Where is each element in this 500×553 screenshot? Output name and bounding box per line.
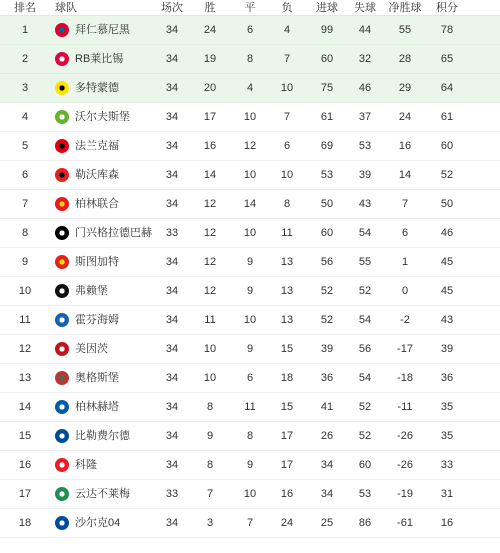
points-cell: 78 bbox=[440, 24, 454, 36]
win-cell: 7 bbox=[206, 488, 214, 500]
goals-against-cell: 46 bbox=[358, 82, 372, 94]
goals-for-cell: 75 bbox=[320, 82, 334, 94]
table-header bbox=[0, 0, 500, 16]
table-row[interactable] bbox=[0, 45, 500, 74]
draw-cell: 14 bbox=[243, 198, 257, 210]
goals-for-cell: 34 bbox=[320, 488, 334, 500]
draw-cell: 9 bbox=[246, 459, 254, 471]
goal-diff-cell: 0 bbox=[401, 285, 409, 297]
played-cell: 34 bbox=[165, 343, 179, 355]
goals-against-cell: 53 bbox=[358, 488, 372, 500]
rank-cell: 7 bbox=[21, 198, 29, 210]
table-row[interactable] bbox=[0, 161, 500, 190]
goals-for-cell: 41 bbox=[320, 401, 334, 413]
team-name-link[interactable]: 柏林联合 bbox=[75, 198, 119, 210]
rank-cell: 3 bbox=[21, 82, 29, 94]
loss-cell: 13 bbox=[280, 285, 294, 297]
goal-diff-cell: -19 bbox=[397, 488, 413, 500]
table-row[interactable] bbox=[0, 219, 500, 248]
team-name-link[interactable]: 法兰克福 bbox=[75, 140, 119, 152]
draw-cell: 4 bbox=[246, 82, 254, 94]
points-cell: 50 bbox=[440, 198, 454, 210]
points-cell: 61 bbox=[440, 111, 454, 123]
team-name-link[interactable]: 美因茨 bbox=[75, 343, 108, 355]
goal-diff-cell: 28 bbox=[398, 53, 412, 65]
loss-cell: 18 bbox=[280, 372, 294, 384]
goals-for-cell: 34 bbox=[320, 459, 334, 471]
win-cell: 19 bbox=[203, 53, 217, 65]
draw-cell: 10 bbox=[243, 488, 257, 500]
played-cell: 33 bbox=[165, 227, 179, 239]
win-cell: 12 bbox=[203, 285, 217, 297]
draw-cell: 8 bbox=[246, 430, 254, 442]
goals-for-cell: 52 bbox=[320, 314, 334, 326]
stuttgart-badge-icon bbox=[55, 255, 69, 269]
draw-cell: 9 bbox=[246, 285, 254, 297]
goals-against-cell: 60 bbox=[358, 459, 372, 471]
points-cell: 45 bbox=[440, 256, 454, 268]
played-cell: 34 bbox=[165, 169, 179, 181]
draw-cell: 12 bbox=[243, 140, 257, 152]
win-cell: 11 bbox=[204, 314, 216, 326]
win-cell: 10 bbox=[203, 343, 217, 355]
team-name-link[interactable]: 拜仁慕尼黑 bbox=[75, 24, 130, 36]
team-name-link[interactable]: 斯图加特 bbox=[75, 256, 119, 268]
loss-cell: 11 bbox=[281, 227, 293, 239]
played-cell: 34 bbox=[165, 285, 179, 297]
goals-against-cell: 52 bbox=[358, 285, 372, 297]
team-name-link[interactable]: 弗赖堡 bbox=[75, 285, 108, 297]
team-name-link[interactable]: 奥格斯堡 bbox=[75, 372, 119, 384]
loss-cell: 4 bbox=[283, 24, 291, 36]
goals-for-cell: 60 bbox=[320, 53, 334, 65]
rank-cell: 18 bbox=[18, 517, 32, 529]
goal-diff-cell: 14 bbox=[398, 169, 412, 181]
header-goal-diff: 净胜球 bbox=[388, 2, 422, 14]
loss-cell: 7 bbox=[283, 53, 291, 65]
goal-diff-cell: 29 bbox=[398, 82, 412, 94]
played-cell: 33 bbox=[165, 488, 179, 500]
table-row[interactable] bbox=[0, 422, 500, 451]
goals-against-cell: 44 bbox=[358, 24, 372, 36]
played-cell: 34 bbox=[165, 198, 179, 210]
table-row[interactable] bbox=[0, 132, 500, 161]
gladbach-badge-icon bbox=[55, 226, 69, 240]
goal-diff-cell: -2 bbox=[400, 314, 410, 326]
win-cell: 20 bbox=[203, 82, 217, 94]
points-cell: 35 bbox=[440, 430, 454, 442]
table-row[interactable] bbox=[0, 306, 500, 335]
rank-cell: 16 bbox=[18, 459, 32, 471]
points-cell: 45 bbox=[440, 285, 454, 297]
leipzig-badge-icon bbox=[55, 52, 69, 66]
rank-cell: 4 bbox=[21, 111, 29, 123]
table-row[interactable] bbox=[0, 190, 500, 219]
win-cell: 8 bbox=[206, 401, 214, 413]
loss-cell: 7 bbox=[283, 111, 291, 123]
win-cell: 14 bbox=[203, 169, 217, 181]
bayern-badge-icon bbox=[55, 23, 69, 37]
team-name-link[interactable]: 科隆 bbox=[75, 459, 97, 471]
rank-cell: 1 bbox=[21, 24, 29, 36]
loss-cell: 6 bbox=[283, 140, 291, 152]
table-row[interactable] bbox=[0, 480, 500, 509]
koln-badge-icon bbox=[55, 458, 69, 472]
points-cell: 64 bbox=[440, 82, 454, 94]
goal-diff-cell: 6 bbox=[401, 227, 409, 239]
mainz-badge-icon bbox=[55, 342, 69, 356]
played-cell: 34 bbox=[165, 82, 179, 94]
draw-cell: 9 bbox=[246, 256, 254, 268]
table-row[interactable] bbox=[0, 509, 500, 538]
goal-diff-cell: 55 bbox=[398, 24, 412, 36]
augsburg-badge-icon bbox=[55, 371, 69, 385]
loss-cell: 10 bbox=[280, 82, 294, 94]
goals-against-cell: 32 bbox=[358, 53, 372, 65]
table-row[interactable] bbox=[0, 103, 500, 132]
points-cell: 43 bbox=[440, 314, 454, 326]
points-cell: 52 bbox=[440, 169, 454, 181]
goals-against-cell: 54 bbox=[358, 372, 372, 384]
win-cell: 9 bbox=[206, 430, 214, 442]
draw-cell: 7 bbox=[246, 517, 254, 529]
points-cell: 60 bbox=[440, 140, 454, 152]
points-cell: 35 bbox=[440, 401, 454, 413]
loss-cell: 17 bbox=[280, 459, 294, 471]
win-cell: 8 bbox=[206, 459, 214, 471]
header-goals-against: 失球 bbox=[354, 2, 376, 14]
played-cell: 34 bbox=[165, 53, 179, 65]
goal-diff-cell: -26 bbox=[397, 430, 413, 442]
win-cell: 16 bbox=[203, 140, 217, 152]
bielefeld-badge-icon bbox=[55, 429, 69, 443]
union-berlin-badge-icon bbox=[55, 197, 69, 211]
loss-cell: 17 bbox=[280, 430, 294, 442]
goals-against-cell: 52 bbox=[358, 401, 372, 413]
played-cell: 34 bbox=[165, 401, 179, 413]
win-cell: 12 bbox=[203, 227, 217, 239]
loss-cell: 10 bbox=[280, 169, 294, 181]
goal-diff-cell: 1 bbox=[401, 256, 409, 268]
rank-cell: 10 bbox=[18, 285, 32, 297]
hertha-badge-icon bbox=[55, 400, 69, 414]
goals-for-cell: 56 bbox=[320, 256, 334, 268]
loss-cell: 15 bbox=[280, 343, 294, 355]
team-name-link[interactable]: 柏林赫塔 bbox=[75, 401, 119, 413]
goals-against-cell: 52 bbox=[358, 430, 372, 442]
loss-cell: 15 bbox=[280, 401, 294, 413]
goals-for-cell: 52 bbox=[320, 285, 334, 297]
goals-against-cell: 43 bbox=[358, 198, 372, 210]
points-cell: 33 bbox=[440, 459, 454, 471]
freiburg-badge-icon bbox=[55, 284, 69, 298]
team-name-link[interactable]: 霍芬海姆 bbox=[75, 314, 119, 326]
table-row[interactable] bbox=[0, 248, 500, 277]
draw-cell: 10 bbox=[243, 111, 257, 123]
draw-cell: 8 bbox=[246, 53, 254, 65]
rank-cell: 13 bbox=[18, 372, 32, 384]
team-name-link[interactable]: 多特蒙德 bbox=[75, 82, 119, 94]
points-cell: 36 bbox=[440, 372, 454, 384]
rank-cell: 9 bbox=[21, 256, 29, 268]
frankfurt-badge-icon bbox=[55, 139, 69, 153]
goal-diff-cell: -18 bbox=[397, 372, 413, 384]
draw-cell: 11 bbox=[244, 401, 256, 413]
points-cell: 16 bbox=[440, 517, 454, 529]
goals-for-cell: 39 bbox=[320, 343, 334, 355]
goals-against-cell: 56 bbox=[358, 343, 372, 355]
draw-cell: 10 bbox=[243, 314, 257, 326]
team-name-link[interactable]: 云达不莱梅 bbox=[75, 488, 130, 500]
draw-cell: 6 bbox=[246, 24, 254, 36]
header-played: 场次 bbox=[161, 2, 183, 14]
table-row[interactable] bbox=[0, 393, 500, 422]
table-body bbox=[0, 16, 500, 538]
played-cell: 34 bbox=[165, 459, 179, 471]
goals-for-cell: 99 bbox=[320, 24, 334, 36]
points-cell: 46 bbox=[440, 227, 454, 239]
goals-against-cell: 53 bbox=[358, 140, 372, 152]
win-cell: 12 bbox=[203, 256, 217, 268]
header-rank: 排名 bbox=[14, 2, 36, 14]
goals-for-cell: 50 bbox=[320, 198, 334, 210]
leverkusen-badge-icon bbox=[55, 168, 69, 182]
rank-cell: 12 bbox=[18, 343, 32, 355]
goals-for-cell: 69 bbox=[320, 140, 334, 152]
rank-cell: 2 bbox=[21, 53, 29, 65]
points-cell: 31 bbox=[440, 488, 454, 500]
played-cell: 34 bbox=[165, 430, 179, 442]
loss-cell: 13 bbox=[280, 314, 294, 326]
draw-cell: 9 bbox=[246, 343, 254, 355]
rank-cell: 8 bbox=[21, 227, 29, 239]
team-name-link[interactable]: 沃尔夫斯堡 bbox=[75, 111, 130, 123]
played-cell: 34 bbox=[165, 111, 179, 123]
goals-against-cell: 39 bbox=[358, 169, 372, 181]
goals-for-cell: 25 bbox=[320, 517, 334, 529]
played-cell: 34 bbox=[165, 314, 179, 326]
team-name-link[interactable]: 比勒费尔德 bbox=[75, 430, 130, 442]
wolfsburg-badge-icon bbox=[55, 110, 69, 124]
header-points: 积分 bbox=[436, 2, 458, 14]
points-cell: 39 bbox=[440, 343, 454, 355]
header-win: 胜 bbox=[204, 2, 216, 14]
table-row[interactable] bbox=[0, 451, 500, 480]
goal-diff-cell: 16 bbox=[398, 140, 412, 152]
win-cell: 10 bbox=[203, 372, 217, 384]
draw-cell: 10 bbox=[243, 227, 257, 239]
hoffenheim-badge-icon bbox=[55, 313, 69, 327]
goal-diff-cell: -61 bbox=[397, 517, 413, 529]
table-row[interactable] bbox=[0, 335, 500, 364]
rank-cell: 17 bbox=[18, 488, 32, 500]
points-cell: 65 bbox=[440, 53, 454, 65]
played-cell: 34 bbox=[165, 256, 179, 268]
rank-cell: 11 bbox=[19, 314, 31, 326]
played-cell: 34 bbox=[165, 140, 179, 152]
played-cell: 34 bbox=[165, 372, 179, 384]
table-row[interactable] bbox=[0, 74, 500, 103]
loss-cell: 8 bbox=[283, 198, 291, 210]
win-cell: 3 bbox=[206, 517, 214, 529]
team-name-link[interactable]: 门兴格拉德巴赫 bbox=[75, 227, 152, 239]
goals-for-cell: 61 bbox=[320, 111, 334, 123]
header-team: 球队 bbox=[55, 2, 77, 14]
bremen-badge-icon bbox=[55, 487, 69, 501]
win-cell: 12 bbox=[203, 198, 217, 210]
table-row[interactable] bbox=[0, 277, 500, 306]
played-cell: 34 bbox=[165, 517, 179, 529]
team-name-link[interactable]: 勒沃库森 bbox=[75, 169, 119, 181]
loss-cell: 16 bbox=[280, 488, 294, 500]
schalke-badge-icon bbox=[55, 516, 69, 530]
win-cell: 24 bbox=[203, 24, 217, 36]
goals-against-cell: 54 bbox=[358, 314, 372, 326]
goals-against-cell: 55 bbox=[358, 256, 372, 268]
draw-cell: 10 bbox=[243, 169, 257, 181]
rank-cell: 5 bbox=[21, 140, 29, 152]
rank-cell: 6 bbox=[21, 169, 29, 181]
goal-diff-cell: -11 bbox=[397, 401, 413, 413]
table-row[interactable] bbox=[0, 364, 500, 393]
win-cell: 17 bbox=[203, 111, 217, 123]
goals-against-cell: 54 bbox=[358, 227, 372, 239]
goals-for-cell: 53 bbox=[320, 169, 334, 181]
played-cell: 34 bbox=[165, 24, 179, 36]
goals-for-cell: 60 bbox=[320, 227, 334, 239]
rank-cell: 15 bbox=[18, 430, 32, 442]
header-loss: 负 bbox=[281, 2, 293, 14]
goals-against-cell: 86 bbox=[358, 517, 372, 529]
loss-cell: 24 bbox=[280, 517, 294, 529]
goals-for-cell: 26 bbox=[320, 430, 334, 442]
goal-diff-cell: -26 bbox=[397, 459, 413, 471]
rank-cell: 14 bbox=[18, 401, 32, 413]
team-name-link[interactable]: RB莱比锡 bbox=[75, 53, 124, 65]
table-row[interactable] bbox=[0, 16, 500, 45]
dortmund-badge-icon bbox=[55, 81, 69, 95]
goal-diff-cell: -17 bbox=[397, 343, 413, 355]
loss-cell: 13 bbox=[280, 256, 294, 268]
header-draw: 平 bbox=[244, 2, 256, 14]
draw-cell: 6 bbox=[246, 372, 254, 384]
goal-diff-cell: 24 bbox=[398, 111, 412, 123]
header-goals-for: 进球 bbox=[316, 2, 338, 14]
goals-against-cell: 37 bbox=[358, 111, 372, 123]
team-name-link[interactable]: 沙尔克04 bbox=[75, 517, 121, 529]
goal-diff-cell: 7 bbox=[401, 198, 409, 210]
goals-for-cell: 36 bbox=[320, 372, 334, 384]
